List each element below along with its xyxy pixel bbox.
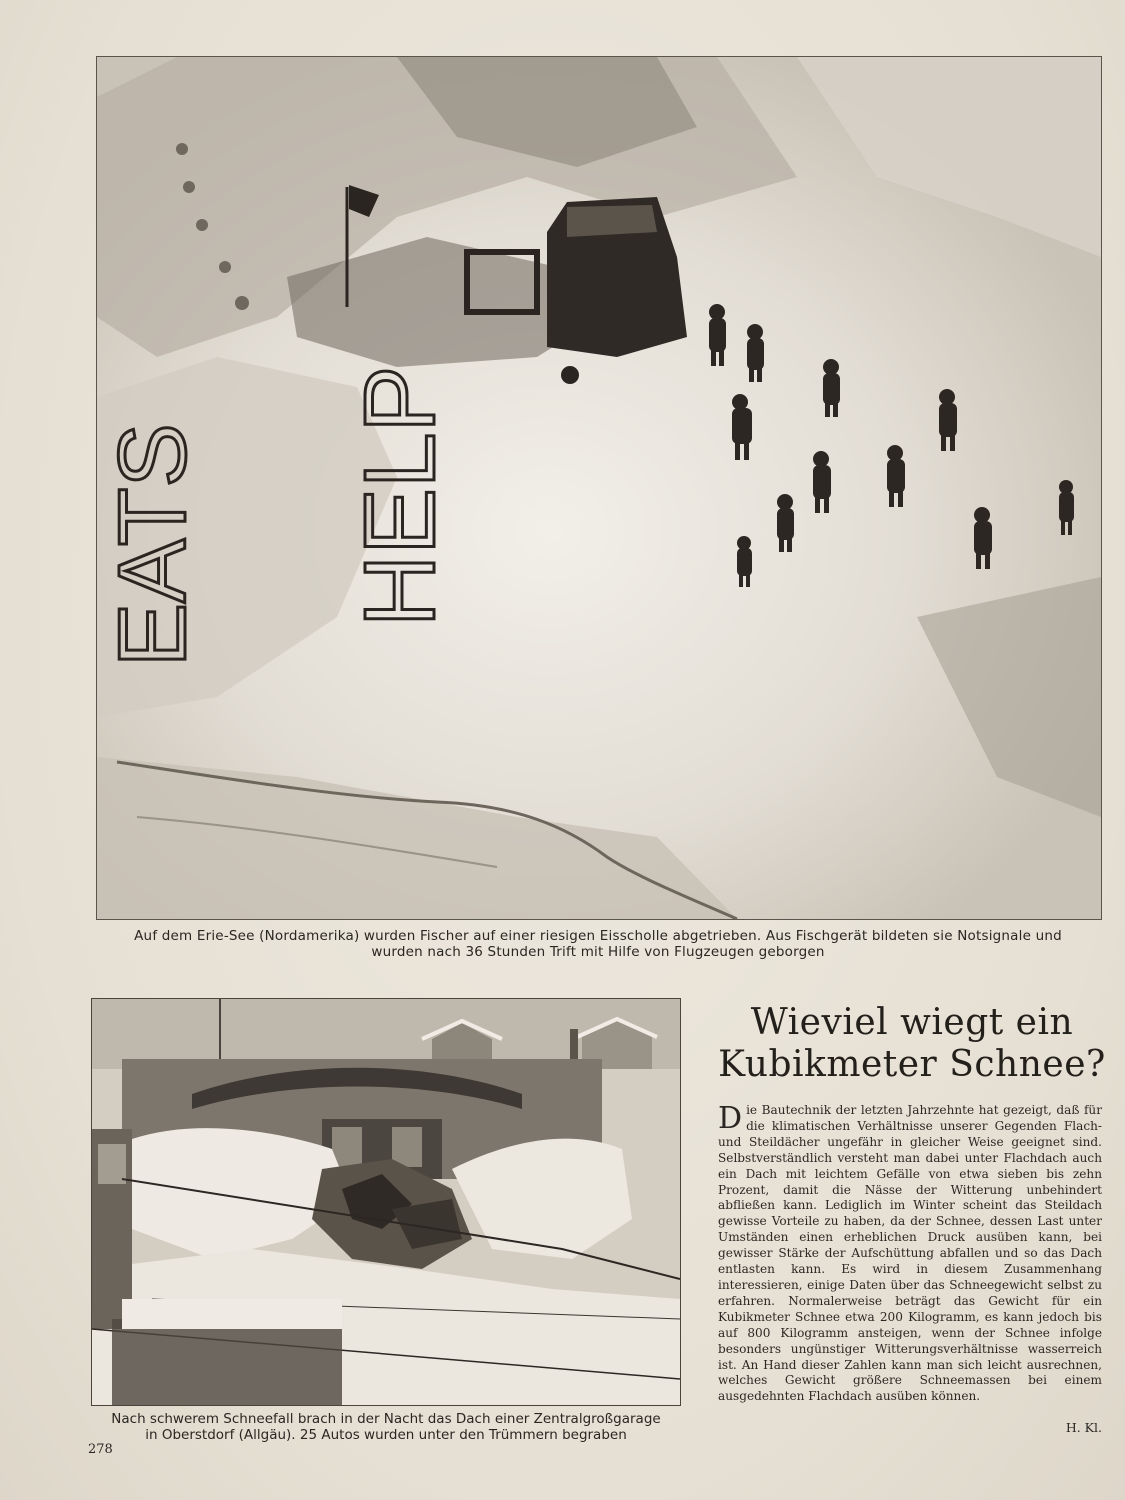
article-title-line-2: Kubikmeter Schnee? bbox=[718, 1044, 1106, 1085]
signal-text-help: HELP bbox=[344, 365, 456, 627]
top-caption-line-2: wurden nach 36 Stunden Trift mit Hilfe von Flugzeugen geborgen bbox=[371, 944, 825, 960]
bottom-photo-caption bbox=[90, 1411, 682, 1443]
ice-floe-illustration bbox=[97, 57, 1101, 919]
ice-floe-photo bbox=[96, 56, 1102, 920]
article-body bbox=[718, 1103, 1102, 1405]
top-photo-caption bbox=[100, 928, 1096, 960]
bottom-caption-line-1: Nach schwerem Schneefall brach in der Nacht das Dach einer Zentralgroßgarage bbox=[111, 1411, 661, 1427]
article-dropcap: D bbox=[718, 1101, 743, 1136]
collapsed-garage-illustration bbox=[92, 999, 680, 1405]
article-author: H. Kl. bbox=[1065, 1420, 1102, 1435]
page-number: 278 bbox=[88, 1442, 113, 1457]
bottom-caption-line-2: in Oberstdorf (Allgäu). 25 Autos wurden unter den Trümmern begraben bbox=[145, 1427, 627, 1443]
article-text: ie Bautechnik der letzten Jahrzehnte hat gezeigt, daß für die klimatischen Verhältnisse unserer Gegenden Flach- und Steildächer ungefähr in gleicher Weise geeignet sind. Selbstverständlich versteht man dabei unter Flachdach auch ein Dach mit leichtem Gefälle von etwa sieben bis zehn Prozent, damit die Nässe der Witterung unbehindert abfließen kann. Lediglich im Winter scheint das Steildach gewisse Vorteile zu haben, da der Schnee, dessen Last unter Umständen einen erheblichen Druck ausüben kann, bei gewisser Stärke der Aufschüttung abfallen und so das Dach entlasten kann. Es wird in diesem Zusammenhang interessieren, einige Daten über das Schneegewicht selbst zu erfahren. Normalerweise beträgt das Gewicht für ein Kubikmeter Schnee etwa 200 Kilogramm, es kann jedoch bis auf 800 Kilogramm ansteigen, wenn der Schnee infolge besonders ungünstiger Witterungsverhältnisse wasserreich ist. An Hand dieser Zahlen kann man sich leicht ausrechnen, welches Gewicht größere Schneemassen bei einem ausgedehnten Flachdach ausüben können. bbox=[718, 1103, 1102, 1404]
signal-letters-eats bbox=[99, 423, 206, 667]
signal-text-eats: EATS bbox=[99, 423, 206, 667]
top-caption-line-1: Auf dem Erie-See (Nordamerika) wurden Fischer auf einer riesigen Eisscholle abgetrieben. Aus Fischgerät bildeten sie Notsignale und bbox=[134, 928, 1062, 944]
article-title-line-1: Wieviel wiegt ein bbox=[750, 1002, 1074, 1043]
collapsed-garage-photo bbox=[91, 998, 681, 1406]
signal-letters-help bbox=[344, 366, 456, 627]
article-title bbox=[712, 1002, 1112, 1086]
